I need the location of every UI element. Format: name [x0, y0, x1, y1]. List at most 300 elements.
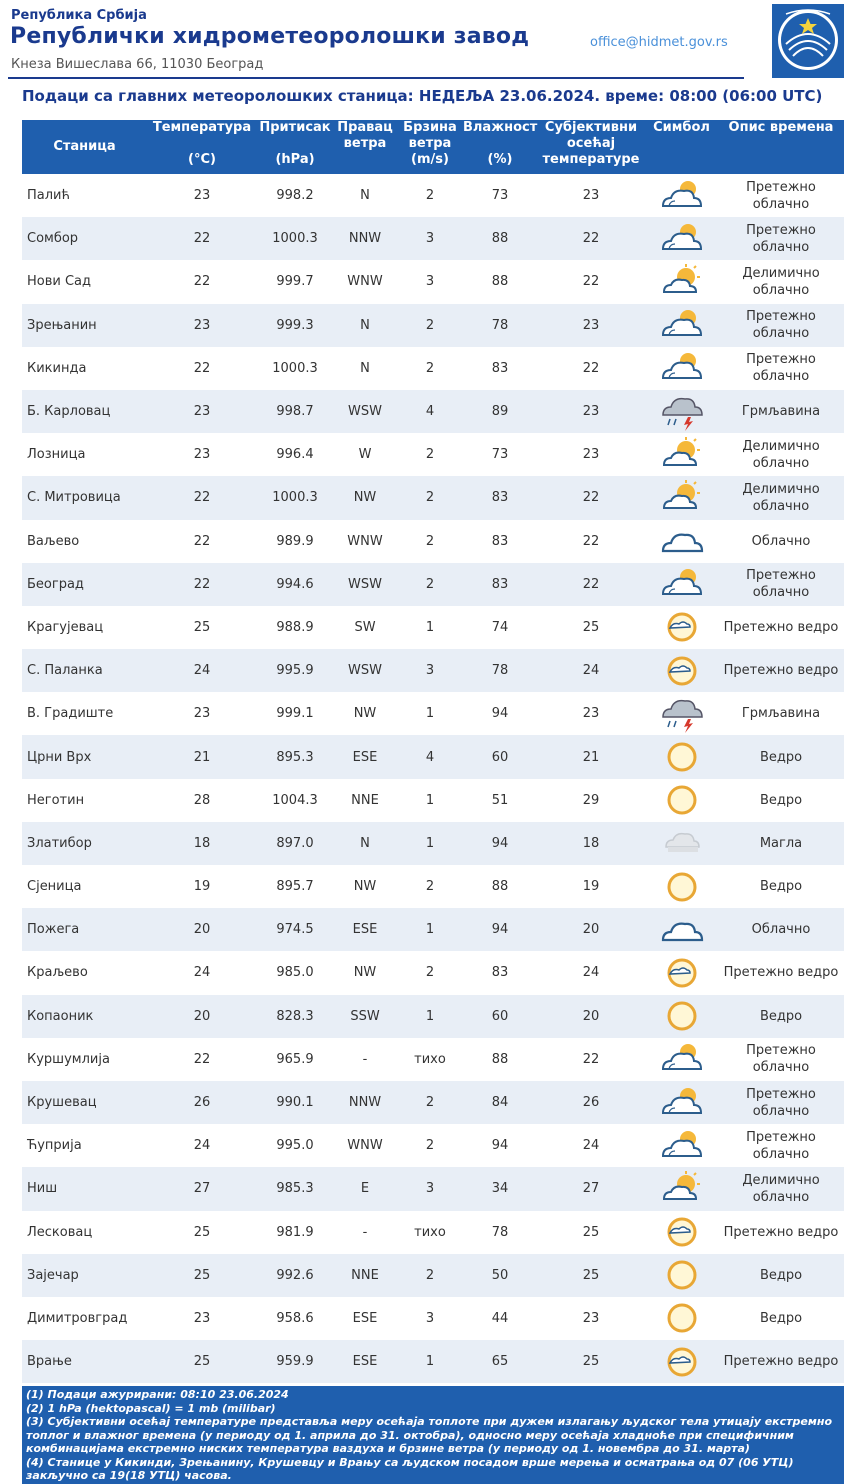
partly-cloudy-icon: [645, 1171, 718, 1207]
weather-symbol: [645, 779, 718, 822]
footnote-4: (4) Станице у Кикинди, Зрењанину, Крушевцу и Врању са људском посадом врше мерења и осматрања од 07 (06 УТЦ) закључно са 19(18 УТЦ) часова.: [26, 1455, 794, 1482]
humidity-value: 60: [463, 995, 537, 1038]
temperature-value: 20: [147, 908, 257, 951]
table-row: [22, 1297, 844, 1340]
humidity-value: 60: [463, 735, 537, 778]
wind-speed-value: 1: [397, 908, 463, 951]
weather-symbol: [645, 433, 718, 476]
temperature-value: 22: [147, 476, 257, 519]
weather-description: Ведро: [718, 1254, 844, 1297]
footnote-2: (2) 1 hPa (hektopascal) = 1 mb (milibar): [26, 1401, 276, 1415]
table-row: [22, 563, 844, 606]
weather-symbol: [645, 520, 718, 563]
feel-temperature-value: 24: [537, 951, 645, 994]
wind-speed-value: 2: [397, 951, 463, 994]
weather-symbol: [645, 347, 718, 390]
weather-symbol: [645, 735, 718, 778]
col-temp: Температура (°C): [147, 120, 257, 174]
weather-symbol: [645, 1254, 718, 1297]
temperature-value: 21: [147, 735, 257, 778]
station-name[interactable]: В. Градиште: [22, 692, 147, 735]
temperature-value: 22: [147, 520, 257, 563]
table-row: [22, 476, 844, 519]
humidity-value: 83: [463, 476, 537, 519]
wind-direction-value: N: [333, 347, 397, 390]
feel-temperature-value: 22: [537, 347, 645, 390]
wind-direction-value: NW: [333, 476, 397, 519]
humidity-value: 78: [463, 304, 537, 347]
feel-temperature-value: 22: [537, 217, 645, 260]
wind-speed-value: 2: [397, 520, 463, 563]
wind-speed-value: 3: [397, 649, 463, 692]
station-name[interactable]: Копаоник: [22, 995, 147, 1038]
mostly-cloudy-icon: [645, 221, 718, 257]
table-row: [22, 951, 844, 994]
pressure-value: 985.3: [257, 1167, 333, 1210]
pressure-value: 958.6: [257, 1297, 333, 1340]
table-row: [22, 1340, 844, 1383]
weather-symbol: [645, 390, 718, 433]
weather-description: Претежно ведро: [718, 606, 844, 649]
station-name[interactable]: Крагујевац: [22, 606, 147, 649]
clear-icon: [645, 869, 718, 905]
wind-direction-value: N: [333, 174, 397, 217]
wind-direction-value: WSW: [333, 390, 397, 433]
humidity-value: 73: [463, 174, 537, 217]
feel-temperature-value: 23: [537, 433, 645, 476]
clear-icon: [645, 1257, 718, 1293]
table-row: [22, 390, 844, 433]
humidity-value: 44: [463, 1297, 537, 1340]
pressure-value: 996.4: [257, 433, 333, 476]
pressure-value: 1000.3: [257, 347, 333, 390]
wind-direction-value: NNE: [333, 1254, 397, 1297]
wind-speed-value: 1: [397, 995, 463, 1038]
pressure-value: 959.9: [257, 1340, 333, 1383]
feel-temperature-value: 25: [537, 606, 645, 649]
temperature-value: 25: [147, 1254, 257, 1297]
humidity-value: 78: [463, 649, 537, 692]
weather-symbol: [645, 260, 718, 303]
station-name[interactable]: С. Митровица: [22, 476, 147, 519]
pressure-value: 999.7: [257, 260, 333, 303]
wind-speed-value: 1: [397, 692, 463, 735]
weather-symbol: [645, 649, 718, 692]
clear-icon: [645, 782, 718, 818]
page-header: [0, 0, 850, 82]
temperature-value: 25: [147, 1211, 257, 1254]
wind-direction-value: WNW: [333, 520, 397, 563]
weather-description: Ведро: [718, 779, 844, 822]
weather-symbol: [645, 951, 718, 994]
feel-temperature-value: 23: [537, 390, 645, 433]
clear-icon: [645, 739, 718, 775]
feel-temperature-value: 26: [537, 1081, 645, 1124]
table-row: [22, 520, 844, 563]
table-row: [22, 304, 844, 347]
wind-speed-value: 1: [397, 779, 463, 822]
institute-logo[interactable]: [772, 4, 844, 78]
table-row: [22, 865, 844, 908]
mostly-cloudy-icon: [645, 350, 718, 386]
wind-direction-value: WNW: [333, 1124, 397, 1167]
station-name[interactable]: Лесковац: [22, 1211, 147, 1254]
clear-icon: [645, 998, 718, 1034]
feel-temperature-value: 25: [537, 1254, 645, 1297]
station-name[interactable]: Пожега: [22, 908, 147, 951]
wind-direction-value: ESE: [333, 1340, 397, 1383]
station-name[interactable]: Нови Сад: [22, 260, 147, 303]
station-name[interactable]: Златибор: [22, 822, 147, 865]
weather-symbol: [645, 995, 718, 1038]
humidity-value: 51: [463, 779, 537, 822]
feel-temperature-value: 20: [537, 908, 645, 951]
humidity-value: 83: [463, 520, 537, 563]
weather-description: Претежно ведро: [718, 1211, 844, 1254]
mostly-cloudy-icon: [645, 1041, 718, 1077]
footnote-3: (3) Субјективни осећај температуре представља меру осећаја топлоте при дужем излагању људског тела утицају екстремно топлог и влажног времена (у периоду од 1. априла до 31. октобра), односно меру осећаја хладноће при специфичним комбинацијама екстремно ниских температура ваздуха и брзине ветра (у периоду од 1. новембра до 31. марта): [26, 1415, 833, 1455]
wind-speed-value: 3: [397, 1297, 463, 1340]
institute-address: Кнеза Вишеслава 66, 11030 Београд: [11, 57, 264, 72]
humidity-value: 78: [463, 1211, 537, 1254]
institute-title[interactable]: Републички хидрометеоролошки завод: [10, 24, 530, 49]
feel-temperature-value: 29: [537, 779, 645, 822]
wind-speed-value: 4: [397, 390, 463, 433]
temperature-value: 23: [147, 433, 257, 476]
temperature-value: 23: [147, 1297, 257, 1340]
col-station: Станица: [22, 120, 147, 174]
wind-speed-value: 2: [397, 476, 463, 519]
pressure-value: 1000.3: [257, 476, 333, 519]
wind-direction-value: NNW: [333, 217, 397, 260]
humidity-value: 94: [463, 692, 537, 735]
feel-temperature-value: 19: [537, 865, 645, 908]
temperature-value: 25: [147, 1340, 257, 1383]
station-name[interactable]: Сјеница: [22, 865, 147, 908]
weather-symbol: [645, 606, 718, 649]
weather-description: Претежно ведро: [718, 1340, 844, 1383]
feel-temperature-value: 24: [537, 649, 645, 692]
table-row: [22, 908, 844, 951]
mostly-clear-icon: [645, 1344, 718, 1380]
page-subtitle: Подаци са главних метеоролошких станица: НЕДЕЉА 23.06.2024. време: 08:00 (06:00 UTC): [22, 87, 823, 105]
pressure-value: 999.3: [257, 304, 333, 347]
weather-description: Претежно ведро: [718, 649, 844, 692]
table-row: [22, 692, 844, 735]
weather-description: Грмљавина: [718, 692, 844, 735]
wind-direction-value: NW: [333, 692, 397, 735]
wind-speed-value: 2: [397, 347, 463, 390]
humidity-value: 94: [463, 908, 537, 951]
station-name[interactable]: Сомбор: [22, 217, 147, 260]
weather-description: Делимично облачно: [718, 476, 844, 519]
col-wind-dir: Правац ветра: [333, 120, 397, 174]
wind-speed-value: 3: [397, 260, 463, 303]
wind-speed-value: 1: [397, 822, 463, 865]
station-name[interactable]: Неготин: [22, 779, 147, 822]
wind-speed-value: 2: [397, 433, 463, 476]
temperature-value: 28: [147, 779, 257, 822]
partly-cloudy-icon: [645, 264, 718, 300]
humidity-value: 83: [463, 347, 537, 390]
pressure-value: 1004.3: [257, 779, 333, 822]
weather-description: Делимично облачно: [718, 260, 844, 303]
station-name[interactable]: Црни Врх: [22, 735, 147, 778]
station-name[interactable]: Краљево: [22, 951, 147, 994]
wind-direction-value: ESE: [333, 735, 397, 778]
wind-speed-value: 2: [397, 1081, 463, 1124]
feel-temperature-value: 23: [537, 174, 645, 217]
pressure-value: 895.7: [257, 865, 333, 908]
humidity-value: 74: [463, 606, 537, 649]
pressure-value: 985.0: [257, 951, 333, 994]
feel-temperature-value: 25: [537, 1340, 645, 1383]
pressure-value: 995.0: [257, 1124, 333, 1167]
humidity-value: 88: [463, 260, 537, 303]
weather-description: Ведро: [718, 1297, 844, 1340]
pressure-value: 895.3: [257, 735, 333, 778]
station-name[interactable]: Б. Карловац: [22, 390, 147, 433]
weather-description: Магла: [718, 822, 844, 865]
table-row: [22, 1211, 844, 1254]
table-row: [22, 433, 844, 476]
station-name[interactable]: Зајечар: [22, 1254, 147, 1297]
humidity-value: 94: [463, 822, 537, 865]
humidity-value: 83: [463, 563, 537, 606]
feel-temperature-value: 24: [537, 1124, 645, 1167]
weather-symbol: [645, 908, 718, 951]
weather-symbol: [645, 217, 718, 260]
station-name[interactable]: Београд: [22, 563, 147, 606]
wind-direction-value: -: [333, 1211, 397, 1254]
temperature-value: 22: [147, 347, 257, 390]
wind-speed-value: 3: [397, 217, 463, 260]
weather-description: Претежно облачно: [718, 304, 844, 347]
wind-speed-value: тихо: [397, 1038, 463, 1081]
table-row: [22, 1167, 844, 1210]
station-name[interactable]: Врање: [22, 1340, 147, 1383]
weather-description: Делимично облачно: [718, 433, 844, 476]
station-name[interactable]: Крушевац: [22, 1081, 147, 1124]
humidity-value: 65: [463, 1340, 537, 1383]
station-name[interactable]: С. Паланка: [22, 649, 147, 692]
pressure-value: 965.9: [257, 1038, 333, 1081]
cloudy-icon: [645, 912, 718, 948]
pressure-value: 998.2: [257, 174, 333, 217]
station-name[interactable]: Кикинда: [22, 347, 147, 390]
wind-speed-value: 1: [397, 1340, 463, 1383]
pressure-value: 994.6: [257, 563, 333, 606]
pressure-value: 1000.3: [257, 217, 333, 260]
wind-direction-value: NNE: [333, 779, 397, 822]
partly-cloudy-icon: [645, 437, 718, 473]
weather-description: Претежно ведро: [718, 951, 844, 994]
temperature-value: 24: [147, 951, 257, 994]
station-name[interactable]: Куршумлија: [22, 1038, 147, 1081]
humidity-value: 88: [463, 865, 537, 908]
table-row: [22, 1124, 844, 1167]
pressure-value: 897.0: [257, 822, 333, 865]
table-row: [22, 735, 844, 778]
weather-symbol: [645, 476, 718, 519]
mostly-cloudy-icon: [645, 1085, 718, 1121]
col-humidity: Влажност (%): [463, 120, 537, 174]
wind-direction-value: N: [333, 822, 397, 865]
station-name[interactable]: Лозница: [22, 433, 147, 476]
weather-symbol: [645, 1081, 718, 1124]
humidity-value: 84: [463, 1081, 537, 1124]
weather-description: Претежно облачно: [718, 1124, 844, 1167]
weather-description: Претежно облачно: [718, 217, 844, 260]
clear-icon: [645, 1300, 718, 1336]
pressure-value: 981.9: [257, 1211, 333, 1254]
station-name[interactable]: Зрењанин: [22, 304, 147, 347]
weather-description: Ведро: [718, 995, 844, 1038]
pressure-value: 988.9: [257, 606, 333, 649]
station-name[interactable]: Димитровград: [22, 1297, 147, 1340]
country-label: Република Србија: [11, 8, 147, 23]
weather-description: Облачно: [718, 908, 844, 951]
humidity-value: 50: [463, 1254, 537, 1297]
feel-temperature-value: 22: [537, 563, 645, 606]
table-row: [22, 260, 844, 303]
wind-speed-value: 3: [397, 1167, 463, 1210]
wind-direction-value: ESE: [333, 908, 397, 951]
weather-description: Претежно облачно: [718, 563, 844, 606]
mostly-cloudy-icon: [645, 1128, 718, 1164]
temperature-value: 18: [147, 822, 257, 865]
weather-symbol: [645, 1211, 718, 1254]
temperature-value: 27: [147, 1167, 257, 1210]
humidity-value: 89: [463, 390, 537, 433]
wind-speed-value: 1: [397, 606, 463, 649]
humidity-value: 73: [463, 433, 537, 476]
weather-symbol: [645, 822, 718, 865]
weather-symbol: [645, 865, 718, 908]
mostly-clear-icon: [645, 609, 718, 645]
temperature-value: 22: [147, 563, 257, 606]
feel-temperature-value: 23: [537, 1297, 645, 1340]
wind-direction-value: NW: [333, 865, 397, 908]
weather-description: Грмљавина: [718, 390, 844, 433]
table-row: [22, 1081, 844, 1124]
mostly-cloudy-icon: [645, 178, 718, 214]
feel-temperature-value: 23: [537, 304, 645, 347]
wind-speed-value: 2: [397, 1124, 463, 1167]
pressure-value: 995.9: [257, 649, 333, 692]
weather-symbol: [645, 1340, 718, 1383]
wind-direction-value: W: [333, 433, 397, 476]
wind-direction-value: WSW: [333, 649, 397, 692]
table-row: [22, 606, 844, 649]
temperature-value: 24: [147, 1124, 257, 1167]
pressure-value: 974.5: [257, 908, 333, 951]
wind-direction-value: ESE: [333, 1297, 397, 1340]
feel-temperature-value: 27: [537, 1167, 645, 1210]
station-name[interactable]: Ћуприја: [22, 1124, 147, 1167]
partly-cloudy-icon: [645, 480, 718, 516]
temperature-value: 20: [147, 995, 257, 1038]
table-row: [22, 1038, 844, 1081]
wind-direction-value: NNW: [333, 1081, 397, 1124]
col-feel: Субјективни осећај температуре: [537, 120, 645, 174]
pressure-value: 998.7: [257, 390, 333, 433]
email-link[interactable]: office@hidmet.gov.rs: [590, 35, 728, 50]
weather-symbol: [645, 1167, 718, 1210]
weather-description: Облачно: [718, 520, 844, 563]
temperature-value: 22: [147, 1038, 257, 1081]
wind-direction-value: E: [333, 1167, 397, 1210]
pressure-value: 828.3: [257, 995, 333, 1038]
feel-temperature-value: 22: [537, 520, 645, 563]
humidity-value: 94: [463, 1124, 537, 1167]
feel-temperature-value: 22: [537, 476, 645, 519]
weather-symbol: [645, 1124, 718, 1167]
wind-direction-value: SW: [333, 606, 397, 649]
wind-direction-value: -: [333, 1038, 397, 1081]
header-divider: [8, 77, 744, 79]
wind-direction-value: WSW: [333, 563, 397, 606]
thunderstorm-icon: [645, 393, 718, 431]
wind-speed-value: 2: [397, 563, 463, 606]
table-row: [22, 1254, 844, 1297]
pressure-value: 989.9: [257, 520, 333, 563]
weather-description: Ведро: [718, 735, 844, 778]
weather-description: Претежно облачно: [718, 1081, 844, 1124]
feel-temperature-value: 25: [537, 1211, 645, 1254]
feel-temperature-value: 22: [537, 1038, 645, 1081]
weather-symbol: [645, 1297, 718, 1340]
mostly-cloudy-icon: [645, 566, 718, 602]
weather-symbol: [645, 174, 718, 217]
wind-direction-value: WNW: [333, 260, 397, 303]
thunderstorm-icon: [645, 695, 718, 733]
temperature-value: 25: [147, 606, 257, 649]
station-name[interactable]: Палић: [22, 174, 147, 217]
wind-speed-value: 2: [397, 174, 463, 217]
col-desc: Опис времена: [718, 120, 844, 174]
table-row: [22, 174, 844, 217]
temperature-value: 23: [147, 692, 257, 735]
station-name[interactable]: Ниш: [22, 1167, 147, 1210]
weather-description: Претежно облачно: [718, 1038, 844, 1081]
col-symbol: Симбол: [645, 120, 718, 174]
pressure-value: 999.1: [257, 692, 333, 735]
col-pressure: Притисак (hPa): [257, 120, 333, 174]
feel-temperature-value: 23: [537, 692, 645, 735]
temperature-value: 23: [147, 174, 257, 217]
temperature-value: 19: [147, 865, 257, 908]
table-row: [22, 779, 844, 822]
fog-icon: [645, 825, 718, 861]
wind-speed-value: 4: [397, 735, 463, 778]
table-row: [22, 995, 844, 1038]
pressure-value: 992.6: [257, 1254, 333, 1297]
temperature-value: 23: [147, 390, 257, 433]
humidity-value: 88: [463, 217, 537, 260]
footnotes: [22, 1386, 844, 1484]
humidity-value: 83: [463, 951, 537, 994]
col-wind-speed: Брзина ветра (m/s): [397, 120, 463, 174]
pressure-value: 990.1: [257, 1081, 333, 1124]
station-name[interactable]: Ваљево: [22, 520, 147, 563]
mostly-clear-icon: [645, 955, 718, 991]
feel-temperature-value: 20: [537, 995, 645, 1038]
wind-speed-value: 2: [397, 1254, 463, 1297]
cloudy-icon: [645, 523, 718, 559]
table-row: [22, 649, 844, 692]
mostly-clear-icon: [645, 1214, 718, 1250]
